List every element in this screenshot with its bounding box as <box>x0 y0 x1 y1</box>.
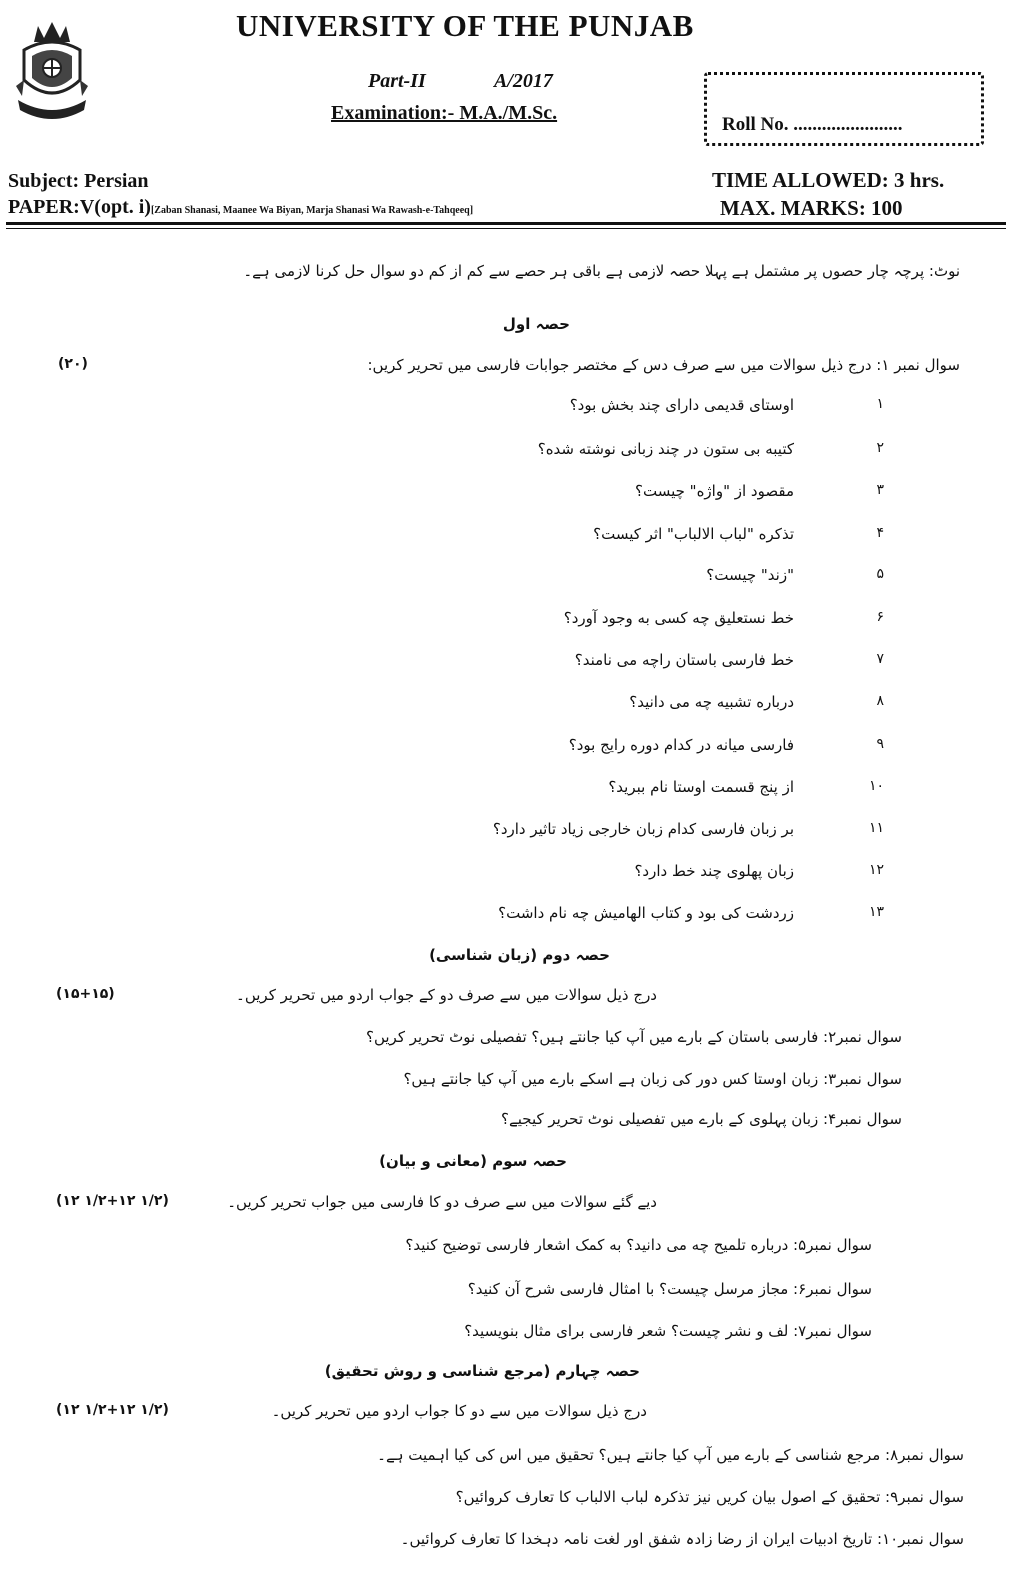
list-item-number: ۹ <box>876 736 884 752</box>
paper-detail: [Zaban Shanasi, Maanee Wa Biyan, Marja Shanasi Wa Rawash-e-Tahqeeq] <box>150 205 474 216</box>
question-4: سوال نمبر۴: زبان پہلوی کے بارے میں تفصیلی نوٹ تحریر کیجیے؟ <box>501 1110 902 1128</box>
part4-marks: (۱۲ ۱/۲+۱۲ ۱/۲) <box>56 1402 169 1418</box>
instructions-note: نوٹ: پرچہ چار حصوں پر مشتمل ہے پہلا حصہ لازمی ہے باقی ہر حصے سے کم از کم دو سوال حل کرنا لازمی ہے۔ <box>243 262 960 280</box>
list-item: خط نستعلیق چه کسی به وجود آورد؟ <box>563 609 794 627</box>
question-9: سوال نمبر۹: تحقیق کے اصول بیان کریں نیز تذکرہ لباب الالباب کا تعارف کروائیں؟ <box>455 1488 964 1506</box>
list-item-number: ۲ <box>876 440 884 456</box>
list-item: زردشت کی بود و کتاب الهامیش چه نام داشت؟ <box>498 904 794 922</box>
exam-part: Part-II <box>368 70 426 92</box>
exam-year: A/2017 <box>494 70 553 92</box>
list-item-number: ۱۳ <box>868 904 884 920</box>
part1-title: حصہ اول <box>502 315 570 333</box>
university-crest-icon <box>14 16 90 126</box>
part4-instruction: درج ذیل سوالات میں سے دو کا جواب اردو میں تحریر کریں۔ <box>271 1402 647 1420</box>
university-title: UNIVERSITY OF THE PUNJAB <box>236 8 694 43</box>
question-10: سوال نمبر۱۰: تاریخ ادبیات ایران از رضا زادہ شفق اور لغت نامہ دہخدا کا تعارف کروائیں۔ <box>400 1530 964 1548</box>
header-divider <box>6 222 1006 225</box>
list-item: فارسی میانه در کدام دوره رایج بود؟ <box>568 736 794 754</box>
time-allowed: TIME ALLOWED: 3 hrs. <box>712 168 945 192</box>
part3-instruction: دیے گئے سوالات میں سے صرف دو کا فارسی میں جواب تحریر کریں۔ <box>227 1193 657 1211</box>
exam-type: Examination:- M.A./M.Sc. <box>331 102 558 124</box>
list-item: "زند" چیست؟ <box>706 566 794 584</box>
question-1-marks: (۲۰) <box>58 356 88 372</box>
list-item-number: ۸ <box>876 693 884 709</box>
list-item: مقصود از "واژه" چیست؟ <box>635 482 794 500</box>
list-item: اوستای قدیمی دارای چند بخش بود؟ <box>569 396 794 414</box>
list-item-number: ۷ <box>876 651 884 667</box>
question-2: سوال نمبر۲: فارسی باستان کے بارے میں آپ کیا جانتے ہیں؟ تفصیلی نوٹ تحریر کریں؟ <box>365 1028 902 1046</box>
list-item-number: ۵ <box>876 566 884 582</box>
list-item-number: ۱۰ <box>868 778 884 794</box>
list-item-number: ۶ <box>876 609 884 625</box>
list-item: تذکره "لباب الالباب" اثر کیست؟ <box>593 525 794 543</box>
list-item: کتیبه بی ستون در چند زبانی نوشته شده؟ <box>537 440 794 458</box>
roll-number-label: Roll No. ....................... <box>722 114 903 135</box>
list-item: زبان پهلوی چند خط دارد؟ <box>634 862 794 880</box>
question-7: سوال نمبر۷: لف و نشر چیست؟ شعر فارسی برای مثال بنویسید؟ <box>464 1322 872 1340</box>
part3-title: حصہ سوم (معانی و بیان) <box>379 1152 567 1170</box>
paper-label <box>8 196 473 219</box>
question-6: سوال نمبر۶: مجاز مرسل چیست؟ با امثال فارسی شرح آن کنید؟ <box>467 1280 872 1298</box>
header-divider-thin <box>6 228 1006 229</box>
subject-label: Subject: Persian <box>8 170 149 192</box>
list-item: درباره تشبیه چه می دانید؟ <box>629 693 794 711</box>
part4-title: حصہ چہارم (مرجع شناسی و روش تحقیق) <box>324 1362 640 1380</box>
list-item-number: ۴ <box>876 525 884 541</box>
paper-main: PAPER:V(opt. i) <box>8 196 151 218</box>
part2-marks: (۱۵+۱۵) <box>56 986 115 1002</box>
question-3: سوال نمبر۳: زبان اوستا کس دور کی زبان ہے اسکے بارے میں آپ کیا جانتے ہیں؟ <box>403 1070 902 1088</box>
list-item: بر زبان فارسی کدام زبان خارجی زیاد تاثیر دارد؟ <box>492 820 794 838</box>
max-marks: MAX. MARKS: 100 <box>720 196 903 220</box>
part2-title: حصہ دوم (زبان شناسی) <box>429 946 610 964</box>
list-item: خط فارسی باستان راچه می نامند؟ <box>574 651 794 669</box>
part2-instruction: درج ذیل سوالات میں سے صرف دو کے جواب اردو میں تحریر کریں۔ <box>236 986 657 1004</box>
question-8: سوال نمبر۸: مرجع شناسی کے بارے میں آپ کیا جانتے ہیں؟ تحقیق میں اس کی کیا اہمیت ہے۔ <box>377 1446 964 1464</box>
question-1-heading: سوال نمبر ۱: درج ذیل سوالات میں سے صرف دس کے مختصر جوابات فارسی میں تحریر کریں: <box>367 356 960 374</box>
question-5: سوال نمبر۵: درباره تلمیح چه می دانید؟ به کمک اشعار فارسی توضیح کنید؟ <box>405 1236 872 1254</box>
list-item-number: ۳ <box>876 482 884 498</box>
list-item-number: ۱ <box>876 396 884 412</box>
list-item: از پنج قسمت اوستا نام ببرید؟ <box>608 778 794 796</box>
list-item-number: ۱۲ <box>868 862 884 878</box>
list-item-number: ۱۱ <box>868 820 884 836</box>
part3-marks: (۱۲ ۱/۲+۱۲ ۱/۲) <box>56 1193 169 1209</box>
